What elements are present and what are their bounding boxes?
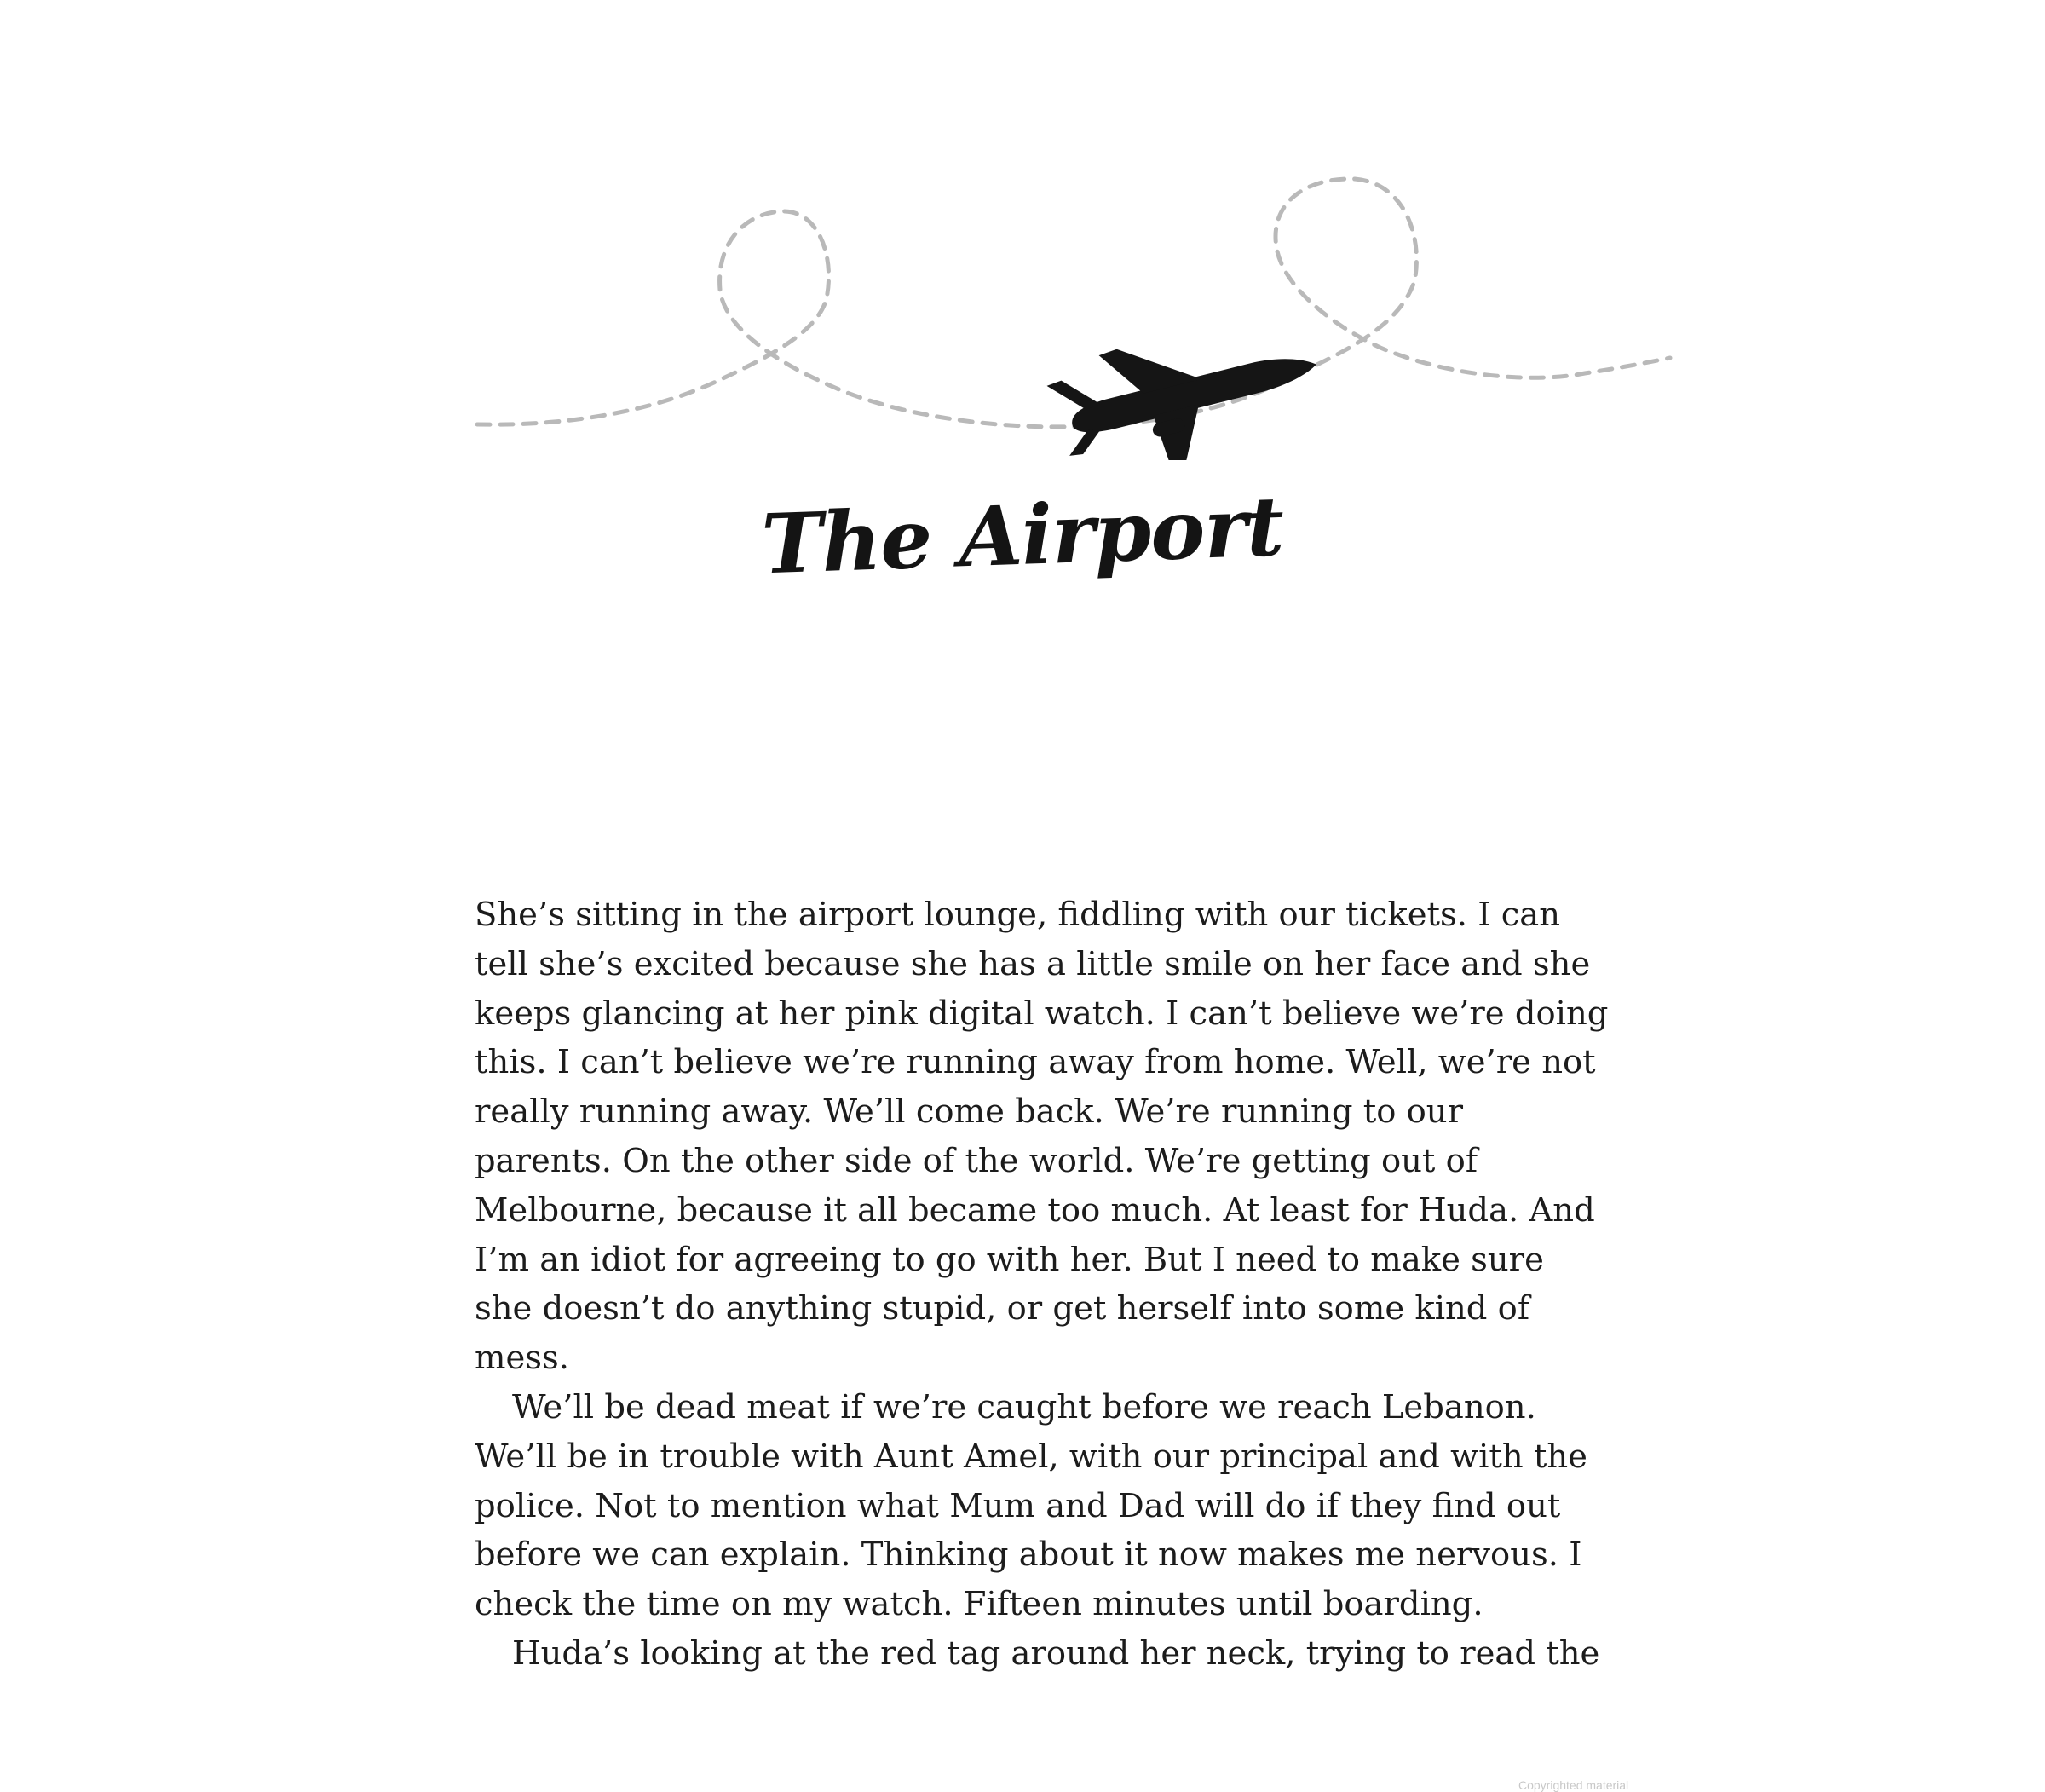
paragraph-2 bbox=[475, 1383, 1587, 1629]
chapter-body bbox=[475, 890, 1609, 1679]
text-line: Huda’s looking at the red tag around her neck, trying to read the bbox=[512, 1634, 1600, 1673]
flight-path-illustration bbox=[460, 153, 1687, 460]
text-line: tell she’s excited because she has a little smile on her face and she bbox=[475, 944, 1591, 983]
text-line: this. I can’t believe we’re running away from home. Well, we’re not bbox=[475, 1043, 1596, 1082]
paragraph-1 bbox=[475, 890, 1609, 1383]
text-line: She’s sitting in the airport lounge, fiddling with our tickets. I can bbox=[475, 896, 1561, 934]
text-line: check the time on my watch. Fifteen minutes until boarding. bbox=[475, 1585, 1483, 1624]
text-line: Melbourne, because it all became too much. At least for Huda. And bbox=[475, 1190, 1595, 1230]
airplane-icon bbox=[1042, 303, 1331, 460]
text-line: really running away. We’ll come back. We’re running to our bbox=[475, 1092, 1464, 1132]
text-line: We’ll be in trouble with Aunt Amel, with our principal and with the bbox=[475, 1437, 1587, 1476]
text-line: keeps glancing at her pink digital watch. I can’t believe we’re doing bbox=[475, 994, 1609, 1033]
text-line: she doesn’t do anything stupid, or get herself into some kind of bbox=[475, 1289, 1530, 1328]
text-line: parents. On the other side of the world. We’re getting out of bbox=[475, 1141, 1478, 1180]
copyright-watermark: Copyrighted material bbox=[1518, 1778, 1629, 1792]
paragraph-3 bbox=[475, 1629, 1600, 1679]
text-line: police. Not to mention what Mum and Dad will do if they find out bbox=[475, 1486, 1561, 1525]
text-line: I’m an idiot for agreeing to go with her. But I need to make sure bbox=[475, 1240, 1544, 1279]
text-line: before we can explain. Thinking about it now makes me nervous. I bbox=[475, 1536, 1582, 1575]
text-line: We’ll be dead meat if we’re caught before we reach Lebanon. bbox=[512, 1387, 1536, 1426]
text-line: mess. bbox=[475, 1339, 570, 1378]
chapter-title: The Airport bbox=[759, 478, 1285, 593]
